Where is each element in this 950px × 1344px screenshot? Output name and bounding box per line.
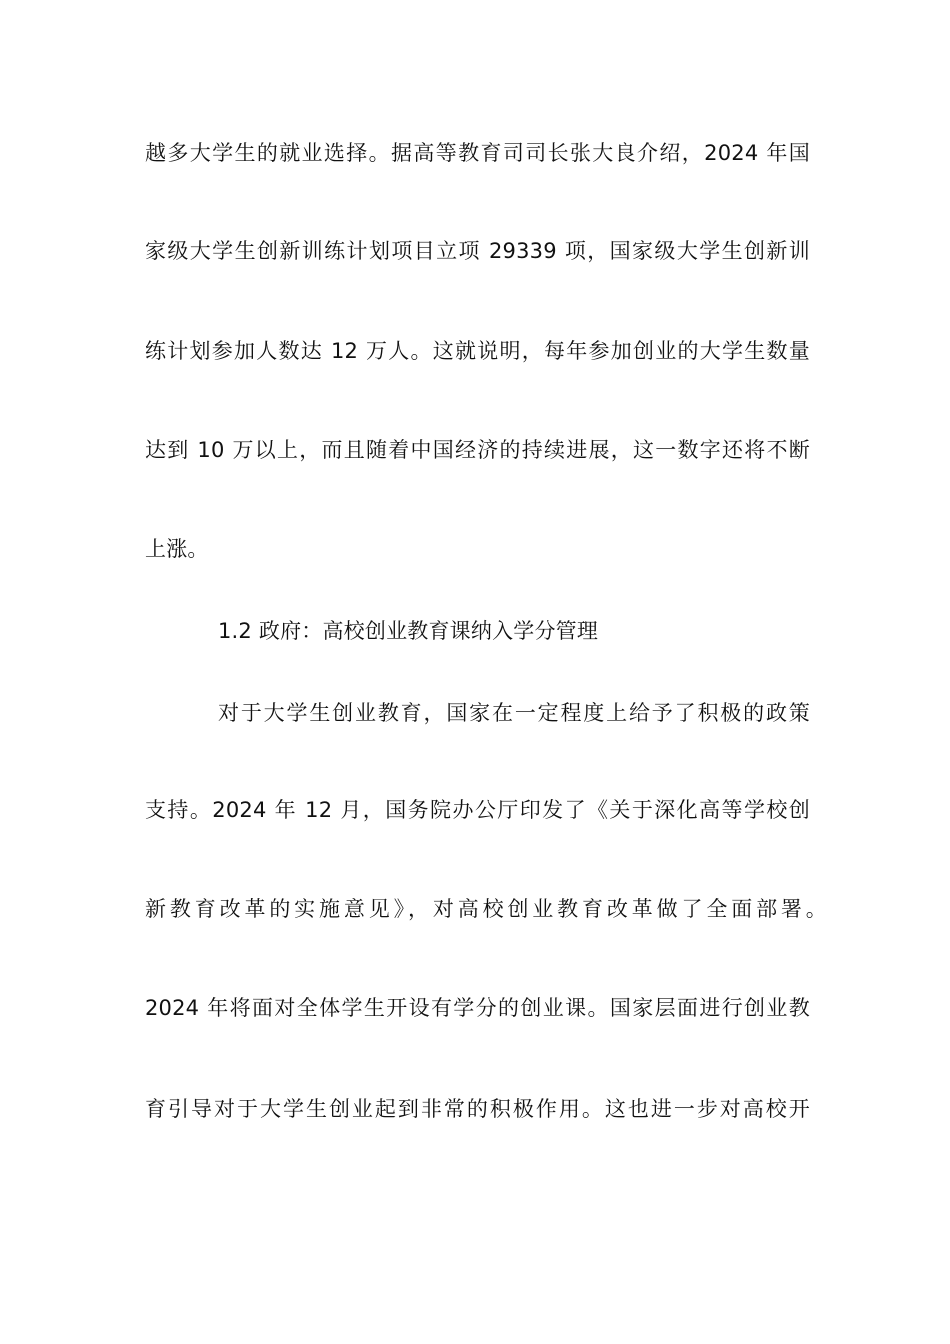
paragraph-line: 越多大学生的就业选择。据高等教育司司长张大良介绍，2024 年国 [145, 141, 810, 165]
paragraph-line: 家级大学生创新训练计划项目立项 29339 项，国家级大学生创新训 [145, 239, 810, 263]
paragraph-line: 育引导对于大学生创业起到非常的积极作用。这也进一步对高校开 [145, 1097, 810, 1121]
paragraph-line: 练计划参加人数达 12 万人。这就说明，每年参加创业的大学生数量 [145, 339, 810, 363]
paragraph-line: 2024 年将面对全体学生开设有学分的创业课。国家层面进行创业教 [145, 996, 810, 1020]
paragraph-line: 上涨。 [145, 537, 209, 561]
section-heading: 1.2 政府：高校创业教育课纳入学分管理 [218, 619, 599, 643]
paragraph-line: 对于大学生创业教育，国家在一定程度上给予了积极的政策 [218, 701, 810, 725]
paragraph-line: 达到 10 万以上，而且随着中国经济的持续进展，这一数字还将不断 [145, 438, 810, 462]
paragraph-line: 新教育改革的实施意见》，对高校创业教育改革做了全面部署。 [145, 897, 827, 921]
paragraph-line: 支持。2024 年 12 月，国务院办公厅印发了《关于深化高等学校创 [145, 798, 810, 822]
